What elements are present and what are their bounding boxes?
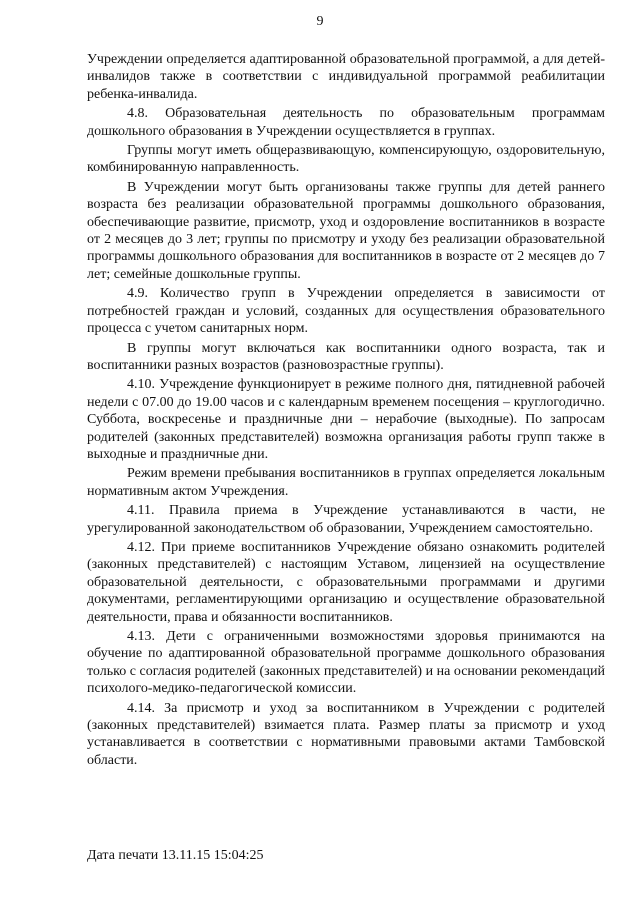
paragraph: 4.12. При приеме воспитанников Учреждение обязано ознакомить родителей (законных представителей) с настоящим Уставом, лицензией на осуществление образовательной деятельности, с образовательными программами и другими документами, регламентирующими организацию и осуществление образовательной деятельности, права и обязанности воспитанников. (87, 539, 605, 625)
paragraph: В Учреждении могут быть организованы также группы для детей раннего возраста без реализации образовательной программы дошкольного образования, обеспечивающие развитие, присмотр, уход и оздоровление воспитанников в возрасте от 2 месяцев до 3 лет; группы по присмотру и уходу без реализации образовательной программы дошкольного образования для воспитанников в возрасте от 2 месяцев до 7 лет; семейные дошкольные группы. (87, 179, 605, 282)
print-date: Дата печати 13.11.15 15:04:25 (87, 848, 264, 863)
paragraph: Учреждении определяется адаптированной образовательной программой, а для детей-инвалидов также в соответствии с индивидуальной программой реабилитации ребенка-инвалида. (87, 52, 605, 102)
paragraph: 4.14. За присмотр и уход за воспитанником в Учреждении с родителей (законных представителей) взимается плата. Размер платы за присмотр и уход устанавливается в соответствии с нормативными правовыми актами Тамбовской области. (87, 700, 605, 768)
paragraph: Группы могут иметь общеразвивающую, компенсирующую, оздоровительную, комбинированную направленность. (87, 143, 605, 176)
paragraph: Режим времени пребывания воспитанников в группах определяется локальным нормативным актом Учреждения. (87, 466, 605, 499)
paragraph: 4.9. Количество групп в Учреждении определяется в зависимости от потребностей граждан и условий, созданных для осуществления образовательного процесса с учетом санитарных норм. (87, 286, 605, 337)
page-number: 9 (316, 14, 324, 29)
paragraph: 4.13. Дети с ограниченными возможностями здоровья принимаются на обучение по адаптированной образовательной программе дошкольного образования только с согласия родителей (законных представителей) и на основании рекомендаций психолого-медико-педагогической комиссии. (87, 629, 605, 697)
paragraph: 4.8. Образовательная деятельность по образовательным программам дошкольного образования в Учреждении осуществляется в группах. (87, 106, 605, 139)
document-body (87, 51, 605, 771)
paragraph: В группы могут включаться как воспитанники одного возраста, так и воспитанники разных возрастов (разновозрастные группы). (87, 340, 605, 373)
paragraph: 4.11. Правила приема в Учреждение устанавливаются в части, не урегулированной законодательством об образовании, Учреждением самостоятельно. (87, 503, 605, 536)
paragraph: 4.10. Учреждение функционирует в режиме полного дня, пятидневной рабочей недели с 07.00 до 19.00 часов и с календарным временем посещения – круглогодично. Суббота, воскресенье и праздничные дни – нерабочие (выходные). По запросам родителей (законных представителей) возможна организация работы групп также в выходные и праздничные дни. (87, 377, 605, 462)
